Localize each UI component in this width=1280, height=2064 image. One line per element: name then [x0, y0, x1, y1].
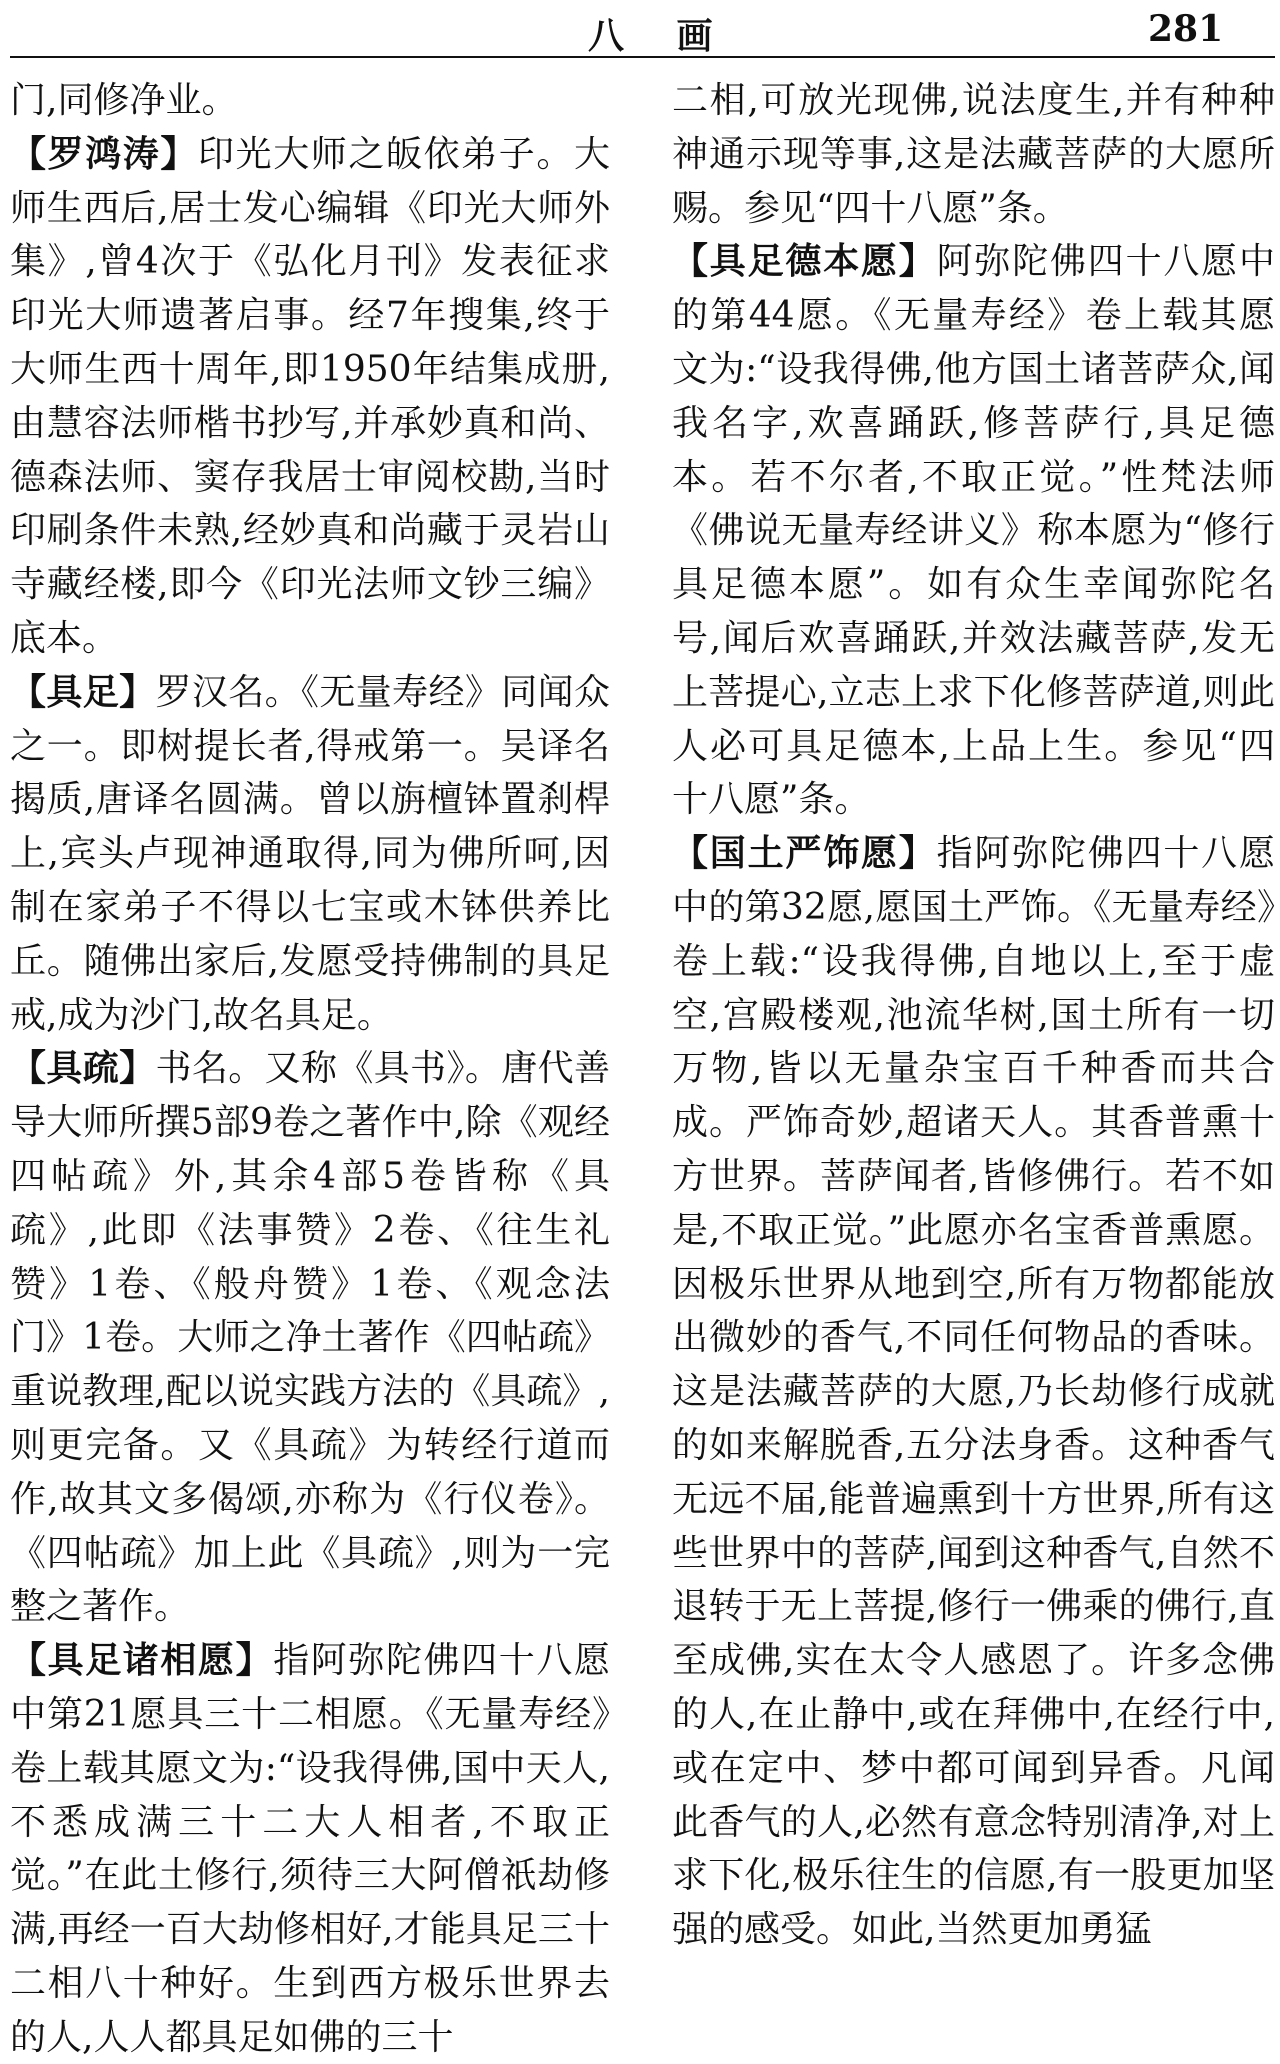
header-rule — [10, 56, 1275, 58]
entry-headword: 【具疏】 — [10, 1047, 156, 1090]
right-column — [672, 74, 1275, 1951]
entry-headword: 【具足德本愿】 — [672, 240, 937, 283]
entry — [672, 827, 1275, 1957]
entry — [10, 74, 610, 128]
left-column — [10, 74, 610, 2058]
entry — [10, 1042, 610, 1634]
entry — [10, 128, 610, 666]
page-header — [0, 0, 1280, 62]
entry-body: 二相,可放光现佛,说法度生,并有种种神通示现等事,这是法藏菩萨的大愿所赐。参见“四十八愿”条。 — [672, 80, 1275, 229]
page-number: 281 — [1148, 8, 1224, 50]
entry — [672, 235, 1275, 827]
entry — [10, 1634, 610, 2064]
entry-body: 门,同修净业。 — [10, 80, 238, 121]
entry — [10, 666, 610, 1043]
entry-body: 阿弥陀佛四十八愿中的第44愿。《无量寿经》卷上载其愿文为:“设我得佛,他方国土诸菩萨众,闻我名字,欢喜踊跃,修菩萨行,具足德本。若不尔者,不取正觉。”性梵法师《佛说无量寿经讲义》称本愿为“修行具足德本愿”。如有众生幸闻弥陀名号,闻后欢喜踊跃,并效法藏菩萨,发无上菩提心,立志上求下化修菩萨道,则此人必可具足德本,上品上生。参见“四十八愿”条。 — [672, 241, 1275, 821]
entry-headword: 【罗鸿涛】 — [10, 132, 198, 175]
entry-body: 指阿弥陀佛四十八愿中的第32愿,愿国土严饰。《无量寿经》卷上载:“设我得佛,自地以上,至于虚空,宫殿楼观,池流华树,国土所有一切万物,皆以无量杂宝百千种香而共合成。严饰奇妙,超诸天人。其香普熏十方世界。菩萨闻者,皆修佛行。若不如是,不取正觉。”此愿亦名宝香普熏愿。因极乐世界从地到空,所有万物都能放出微妙的香气,不同任何物品的香味。这是法藏菩萨的大愿,乃长劫修行成就的如来解脱香,五分法身香。这种香气无远不届,能普遍熏到十方世界,所有这些世界中的菩萨,闻到这种香气,自然不退转于无上菩提,修行一佛乘的佛行,直至成佛,实在太令人感恩了。许多念佛的人,在止静中,或在拜佛中,在经行中,或在定中、梦中都可闻到异香。凡闻此香气的人,必然有意念特别清净,对上求下化,极乐往生的信愿,有一股更加坚强的感受。如此,当然更加勇猛 — [672, 833, 1275, 1951]
entry-headword: 【具足】 — [10, 670, 156, 713]
entry-body: 书名。又称《具书》。唐代善导大师所撰5部9卷之著作中,除《观经四帖疏》外,其余4部5卷皆称《具疏》,此即《法事赞》2卷、《往生礼赞》1卷、《般舟赞》1卷、《观念法门》1卷。大师之净土著作《四帖疏》重说教理,配以说实践方法的《具疏》,则更完备。又《具疏》为转经行道而作,故其文多偈颂,亦称为《行仪卷》。《四帖疏》加上此《具疏》,则为一完整之著作。 — [10, 1048, 610, 1628]
entry — [672, 74, 1275, 235]
entry-headword: 【国土严饰愿】 — [672, 832, 937, 875]
entry-headword: 【具足诸相愿】 — [10, 1639, 274, 1682]
entry-body: 印光大师之皈依弟子。大师生西后,居士发心编辑《印光大师外集》,曾4次于《弘化月刊》发表征求印光大师遗著启事。经7年搜集,终于大师生西十周年,即1950年结集成册,由慧容法师楷书抄写,并承妙真和尚、德森法师、窦存我居士审阅校勘,当时印刷条件未熟,经妙真和尚藏于灵岩山寺藏经楼,即今《印光法师文钞三编》底本。 — [10, 133, 610, 659]
running-head: 八 画 — [588, 15, 733, 57]
entry-body: 指阿弥陀佛四十八愿中第21愿具三十二相愿。《无量寿经》卷上载其愿文为:“设我得佛,国中天人,不悉成满三十二大人相者,不取正觉。”在此土修行,须待三大阿僧祇劫修满,再经一百大劫修相好,才能具足三十二相八十种好。生到西方极乐世界去的人,人人都具足如佛的三十 — [10, 1640, 610, 2058]
entry-body: 罗汉名。《无量寿经》同闻众之一。即树提长者,得戒第一。吴译名揭质,唐译名圆满。曾以旃檀钵置刹桿上,宾头卢现神通取得,同为佛所呵,因制在家弟子不得以七宝或木钵供养比丘。随佛出家后,发愿受持佛制的具足戒,成为沙门,故名具足。 — [10, 671, 610, 1036]
